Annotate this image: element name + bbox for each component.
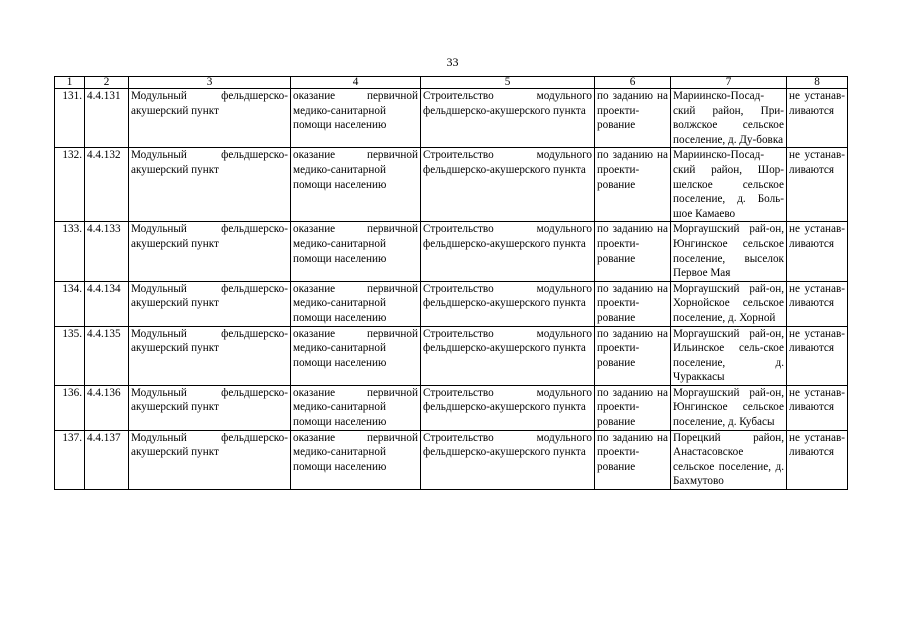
row-number-cell: 135.: [55, 326, 85, 385]
column-header: 6: [595, 77, 671, 89]
work-description-cell: Строительство модульного фельдшерско-акушерского пункта: [421, 281, 595, 326]
object-name-cell: Модульный фельдшерско-акушерский пункт: [129, 222, 291, 281]
zone-cell: не устанав-ливаются: [787, 222, 848, 281]
deadline-cell: по заданию на проекти-рование: [595, 281, 671, 326]
code-cell: 4.4.135: [85, 326, 129, 385]
work-description-cell: Строительство модульного фельдшерско-акушерского пункта: [421, 89, 595, 148]
purpose-cell: оказание первичной медико-санитарной помощи населению: [291, 281, 421, 326]
column-header: 8: [787, 77, 848, 89]
code-cell: 4.4.137: [85, 430, 129, 489]
deadline-cell: по заданию на проекти-рование: [595, 326, 671, 385]
table-row: [55, 385, 848, 430]
row-number-cell: 134.: [55, 281, 85, 326]
code-cell: 4.4.133: [85, 222, 129, 281]
location-cell: Моргаушский рай-он, Хорнойское сельское поселение, д. Хорной: [671, 281, 787, 326]
deadline-cell: по заданию на проекти-рование: [595, 89, 671, 148]
deadline-cell: по заданию на проекти-рование: [595, 385, 671, 430]
zone-cell: не устанав-ливаются: [787, 385, 848, 430]
table-row: [55, 430, 848, 489]
code-cell: 4.4.134: [85, 281, 129, 326]
zone-cell: не устанав-ливаются: [787, 148, 848, 222]
data-table: [54, 76, 848, 490]
page-number: 33: [446, 55, 459, 69]
work-description-cell: Строительство модульного фельдшерско-акушерского пункта: [421, 385, 595, 430]
deadline-cell: по заданию на проекти-рование: [595, 148, 671, 222]
object-name-cell: Модульный фельдшерско-акушерский пункт: [129, 281, 291, 326]
object-name-cell: Модульный фельдшерско-акушерский пункт: [129, 385, 291, 430]
location-cell: Моргаушский рай-он, Юнгинское сельское поселение, выселок Первое Мая: [671, 222, 787, 281]
location-cell: Моргаушский рай-он, Ильинское сель-ское поселение, д. Чураккасы: [671, 326, 787, 385]
row-number-cell: 131.: [55, 89, 85, 148]
column-header: 4: [291, 77, 421, 89]
table-row: [55, 281, 848, 326]
zone-cell: не устанав-ливаются: [787, 281, 848, 326]
row-number-cell: 132.: [55, 148, 85, 222]
purpose-cell: оказание первичной медико-санитарной помощи населению: [291, 89, 421, 148]
column-header: 3: [129, 77, 291, 89]
object-name-cell: Модульный фельдшерско-акушерский пункт: [129, 430, 291, 489]
work-description-cell: Строительство модульного фельдшерско-акушерского пункта: [421, 148, 595, 222]
column-header: 2: [85, 77, 129, 89]
column-header: 5: [421, 77, 595, 89]
table-row: [55, 326, 848, 385]
column-header: 1: [55, 77, 85, 89]
zone-cell: не устанав-ливаются: [787, 326, 848, 385]
location-cell: Порецкий район, Анастасовское сельское поселение, д. Бахмутово: [671, 430, 787, 489]
work-description-cell: Строительство модульного фельдшерско-акушерского пункта: [421, 222, 595, 281]
purpose-cell: оказание первичной медико-санитарной помощи населению: [291, 385, 421, 430]
row-number-cell: 136.: [55, 385, 85, 430]
code-cell: 4.4.136: [85, 385, 129, 430]
table-row: [55, 222, 848, 281]
purpose-cell: оказание первичной медико-санитарной помощи населению: [291, 430, 421, 489]
location-cell: Мариинско-Посад-ский район, Шор-шелское сельское поселение, д. Боль-шое Камаево: [671, 148, 787, 222]
zone-cell: не устанав-ливаются: [787, 430, 848, 489]
table-body: [55, 89, 848, 490]
header-row: [55, 77, 848, 89]
object-name-cell: Модульный фельдшерско-акушерский пункт: [129, 89, 291, 148]
work-description-cell: Строительство модульного фельдшерско-акушерского пункта: [421, 326, 595, 385]
row-number-cell: 137.: [55, 430, 85, 489]
column-header: 7: [671, 77, 787, 89]
work-description-cell: Строительство модульного фельдшерско-акушерского пункта: [421, 430, 595, 489]
code-cell: 4.4.131: [85, 89, 129, 148]
deadline-cell: по заданию на проекти-рование: [595, 430, 671, 489]
object-name-cell: Модульный фельдшерско-акушерский пункт: [129, 326, 291, 385]
location-cell: Моргаушский рай-он, Юнгинское сельское поселение, д. Кубасы: [671, 385, 787, 430]
object-name-cell: Модульный фельдшерско-акушерский пункт: [129, 148, 291, 222]
deadline-cell: по заданию на проекти-рование: [595, 222, 671, 281]
table-row: [55, 89, 848, 148]
purpose-cell: оказание первичной медико-санитарной помощи населению: [291, 222, 421, 281]
location-cell: Мариинско-Посад-ский район, При-волжское сельское поселение, д. Ду-бовка: [671, 89, 787, 148]
purpose-cell: оказание первичной медико-санитарной помощи населению: [291, 148, 421, 222]
purpose-cell: оказание первичной медико-санитарной помощи населению: [291, 326, 421, 385]
zone-cell: не устанав-ливаются: [787, 89, 848, 148]
row-number-cell: 133.: [55, 222, 85, 281]
table-row: [55, 148, 848, 222]
code-cell: 4.4.132: [85, 148, 129, 222]
